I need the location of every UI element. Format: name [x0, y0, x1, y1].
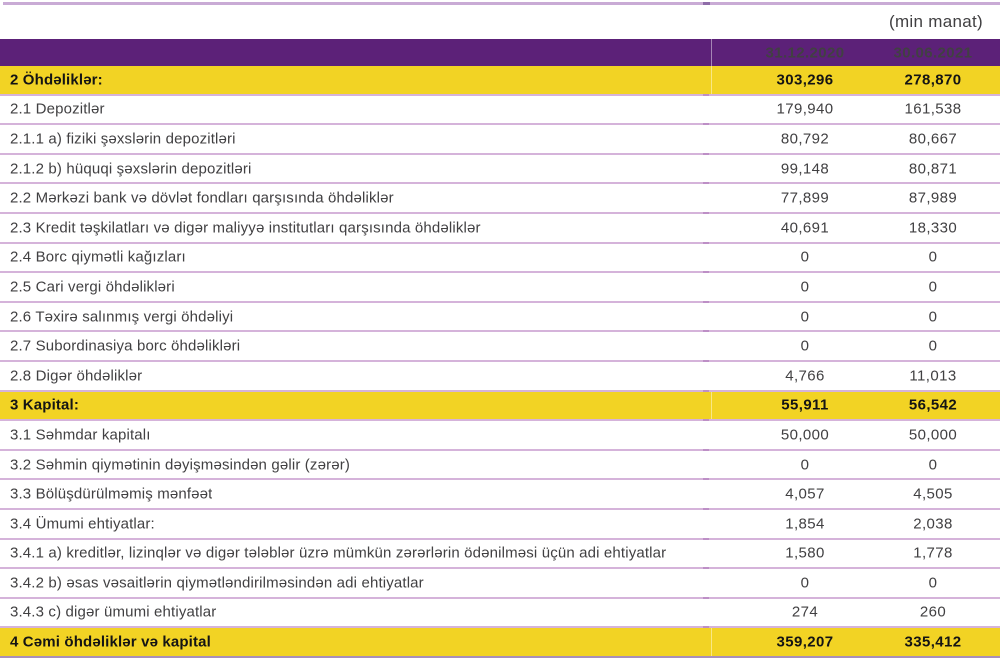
- row-value-2021: 260: [919, 603, 947, 621]
- row-value-2021: 4,505: [913, 485, 953, 503]
- row-label: 2.7 Subordinasiya borc öhdəlikləri: [10, 337, 241, 355]
- row-label: 3.4.3 c) digər ümumi ehtiyatlar: [10, 603, 217, 621]
- row-label: 2.8 Digər öhdəliklər: [10, 367, 143, 385]
- table-row: [0, 540, 1000, 570]
- row-value-2021: 278,870: [904, 71, 962, 89]
- row-value-2021: 0: [928, 308, 938, 326]
- row-value-2020: 4,057: [785, 485, 825, 503]
- table-row: [0, 510, 1000, 540]
- row-value-2020: 40,691: [780, 219, 830, 237]
- table-row: [0, 96, 1000, 126]
- row-value-2021: 1,778: [913, 544, 953, 562]
- row-value-2021: 0: [928, 574, 938, 592]
- row-value-2020: 77,899: [780, 189, 830, 207]
- row-value-2021: 80,871: [908, 160, 958, 178]
- row-label: 2.3 Kredit təşkilatları və digər maliyyə institutları qarşısında öhdəliklər: [10, 219, 481, 237]
- table-row: [0, 421, 1000, 451]
- row-label: 2.1.1 a) fiziki şəxslərin depozitləri: [10, 130, 236, 148]
- row-label: 3.4 Ümumi ehtiyatlar:: [10, 515, 155, 533]
- unit-note: (min manat): [889, 12, 983, 31]
- row-label: 2.1 Depozitlər: [10, 100, 105, 118]
- row-value-2021: 0: [928, 278, 938, 296]
- row-value-2020: 359,207: [776, 633, 834, 651]
- table-row: [0, 214, 1000, 244]
- row-label: 2.6 Təxirə salınmış vergi öhdəliyi: [10, 308, 234, 326]
- row-value-2021: 0: [928, 456, 938, 474]
- row-value-2020: 4,766: [785, 367, 825, 385]
- table-row: [0, 303, 1000, 333]
- row-value-2020: 0: [800, 574, 810, 592]
- table-row: [0, 66, 1000, 96]
- row-value-2020: 0: [800, 337, 810, 355]
- row-value-2021: 87,989: [908, 189, 958, 207]
- row-label: 2 Öhdəliklər:: [10, 71, 103, 89]
- row-value-2020: 0: [800, 456, 810, 474]
- row-label: 3.4.2 b) əsas vəsaitlərin qiymətləndirilməsindən adi ehtiyatlar: [10, 574, 424, 592]
- row-value-2021: 80,667: [908, 130, 958, 148]
- row-label: 2.5 Cari vergi öhdəlikləri: [10, 278, 175, 296]
- column-header-date-2020: 31.12.2020: [765, 44, 845, 61]
- row-value-2020: 50,000: [780, 426, 830, 444]
- row-value-2021: 161,538: [904, 100, 962, 118]
- table-row: [0, 244, 1000, 274]
- row-value-2021: 0: [928, 337, 938, 355]
- row-value-2020: 1,580: [785, 544, 825, 562]
- table-row: [0, 155, 1000, 185]
- row-value-2020: 1,854: [785, 515, 825, 533]
- row-value-2020: 80,792: [780, 130, 830, 148]
- table-row: [0, 599, 1000, 629]
- row-value-2020: 0: [800, 278, 810, 296]
- row-value-2021: 50,000: [908, 426, 958, 444]
- table-row: [0, 392, 1000, 422]
- table-body: [0, 66, 1000, 656]
- row-value-2021: 335,412: [904, 633, 962, 651]
- table-row: [0, 451, 1000, 481]
- row-label: 2.2 Mərkəzi bank və dövlət fondları qarşısında öhdəliklər: [10, 189, 394, 207]
- row-value-2020: 55,911: [781, 396, 829, 414]
- table-row: [0, 628, 1000, 656]
- row-label: 3.4.1 a) kreditlər, lizinqlər və digər tələblər üzrə mümkün zərərlərin ödənilməsi üçün adi ehtiyatlar: [10, 544, 667, 562]
- row-value-2021: 11,013: [909, 367, 957, 385]
- row-label: 2.1.2 b) hüquqi şəxslərin depozitləri: [10, 160, 252, 178]
- row-label: 3.2 Səhmin qiymətinin dəyişməsindən gəlir (zərər): [10, 456, 350, 474]
- row-label: 2.4 Borc qiymətli kağızları: [10, 248, 186, 266]
- table-row: [0, 125, 1000, 155]
- table-row: [0, 273, 1000, 303]
- row-value-2021: 2,038: [913, 515, 953, 533]
- table-row: [0, 569, 1000, 599]
- balance-sheet-table: [0, 39, 1000, 658]
- row-value-2020: 179,940: [776, 100, 834, 118]
- table-row: [0, 184, 1000, 214]
- top-bar-column-tick: [703, 2, 710, 5]
- column-header-date-2021: 30.06.2021: [893, 44, 973, 61]
- table-header-row: [0, 39, 1000, 66]
- row-value-2020: 0: [800, 248, 810, 266]
- row-value-2020: 303,296: [776, 71, 834, 89]
- row-value-2020: 0: [800, 308, 810, 326]
- row-label: 3.3 Bölüşdürülməmiş mənfəət: [10, 485, 213, 503]
- row-value-2021: 18,330: [908, 219, 958, 237]
- table-row: [0, 480, 1000, 510]
- top-accent-bar: [3, 2, 1000, 5]
- row-value-2021: 0: [928, 248, 938, 266]
- row-value-2020: 99,148: [780, 160, 830, 178]
- row-label: 3 Kapital:: [10, 396, 80, 414]
- row-label: 3.1 Səhmdar kapitalı: [10, 426, 151, 444]
- row-value-2021: 56,542: [908, 396, 958, 414]
- table-row: [0, 332, 1000, 362]
- table-row: [0, 362, 1000, 392]
- row-label: 4 Cəmi öhdəliklər və kapital: [10, 633, 211, 651]
- row-value-2020: 274: [791, 603, 819, 621]
